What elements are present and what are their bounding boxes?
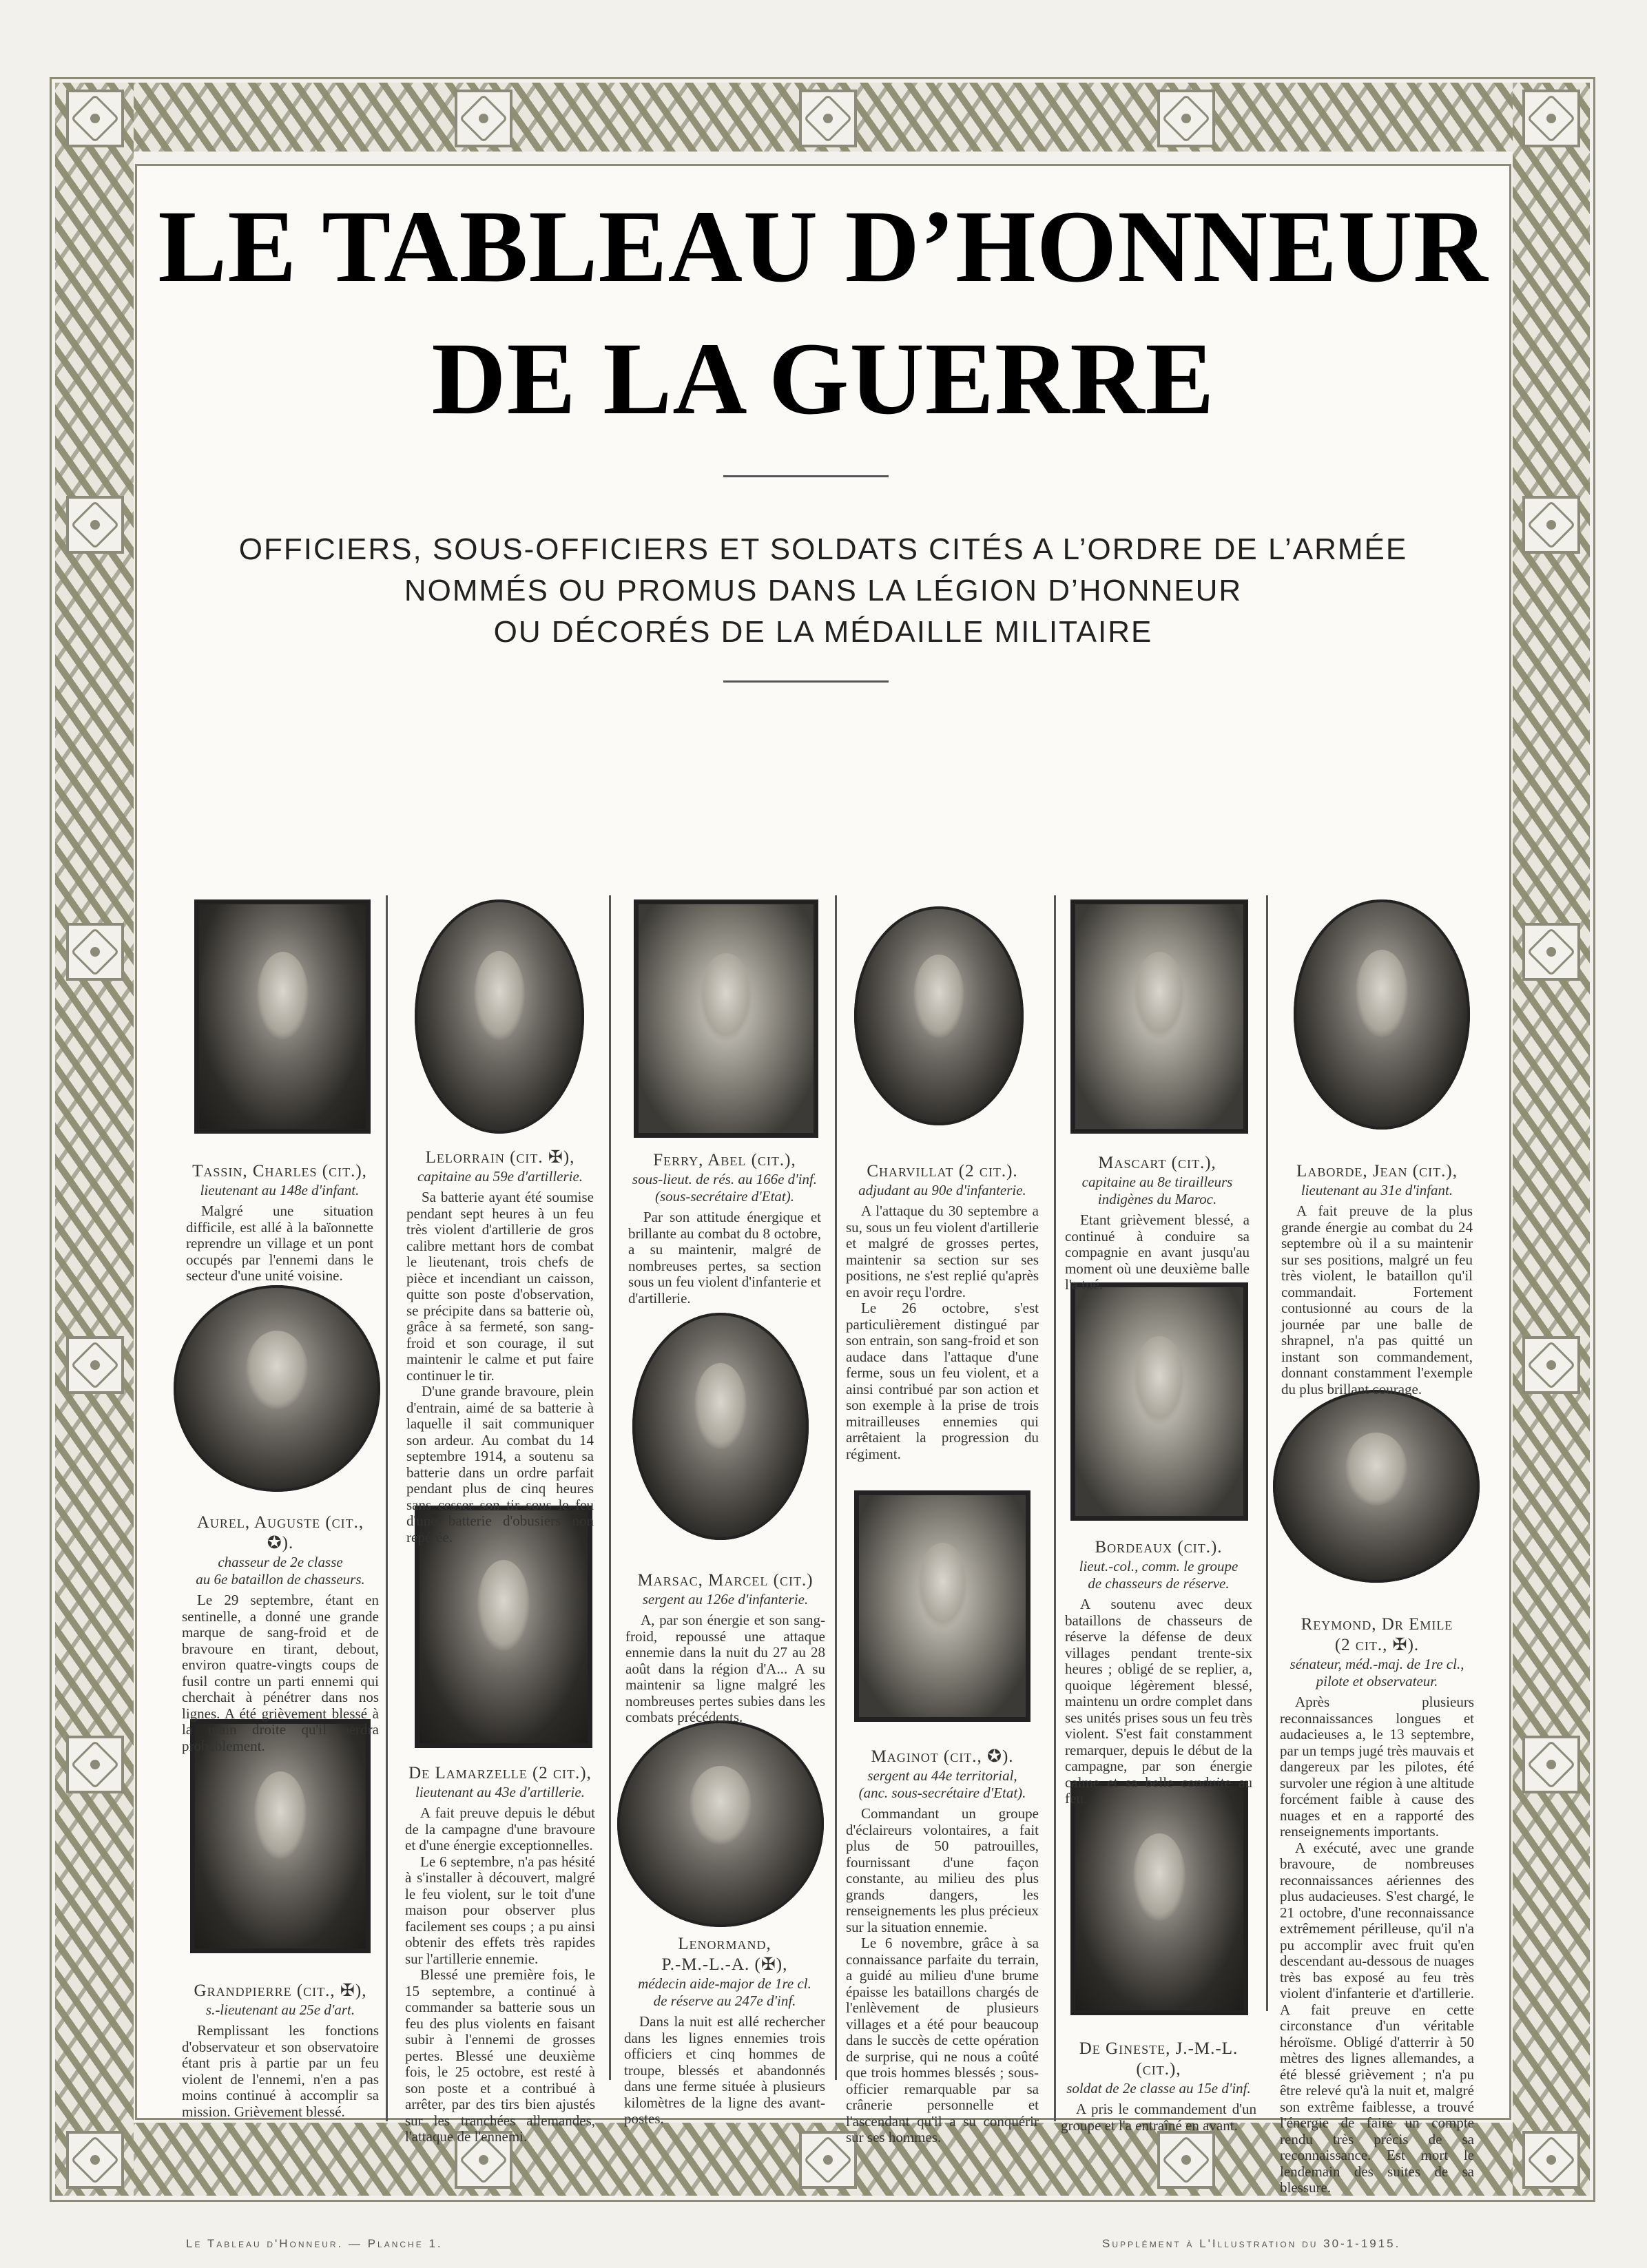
entry-paragraph: A soutenu avec deux bataillons de chasseurs de réserve la défense de deux villages pendant trente-six heures ; obligé de se replier, a, quoique légèrement blessé, maintenu un ordre complet dans ses unités prises sous un feu très violent. S'est fait constamment remarquer, depuis le début de la campagne, par son énergie calme et sa belle conduite au feu. xyxy=(1065,1596,1252,1807)
entry-paragraph: Malgré une situation difficile, est allé à la baïonnette reprendre un village et un pont occupés par l'ennemi dans le secteur d'une unité voisine. xyxy=(186,1203,373,1284)
citation-entry xyxy=(1280,1614,1474,2196)
entry-rank: sergent au 44e territorial, xyxy=(867,1767,1017,1784)
entry-text xyxy=(1061,2101,1256,2134)
rosette-icon xyxy=(1157,90,1215,147)
entry-text xyxy=(628,1209,821,1307)
entry-paragraph: Blessé une première fois, le 15 septembre, a continué à commander sa batterie sous un feu des plus violents en faisant subir à l'ennemi de grosses pertes. Blessé une deuxième fois, le 25 octobre, est resté à son poste et a contribué à arrêter, par des tirs bien ajustés sur les tranchées allemandes, l'attaque de l'ennemi. xyxy=(405,1966,595,2145)
citation-entry xyxy=(406,1147,594,1546)
citation-entry xyxy=(624,1934,825,2127)
entry-name: Grandpierre (cit., ✠), xyxy=(194,1981,367,2000)
page-title: LE TABLEAU D’HONNEUR xyxy=(158,189,1489,304)
rosette-icon xyxy=(1522,923,1580,981)
portrait-laborde xyxy=(1294,899,1470,1130)
entry-paragraph: Etant grièvement blessé, a continué à conduire sa compagnie en avant jusqu'au moment où une deuxième balle l'a tué. xyxy=(1065,1211,1250,1293)
divider xyxy=(723,680,889,683)
citation-entry xyxy=(846,1161,1039,1462)
entry-text xyxy=(406,1189,594,1546)
entry-name: Tassin, Charles (cit.), xyxy=(192,1162,367,1180)
entry-paragraph: Dans la nuit est allé rechercher dans les lignes ennemies trois officiers et cinq hommes de troupe, blessés et abandonnés dans une ferme située à plusieurs kilomètres de la ligne des avant-postes. xyxy=(624,2013,825,2127)
entry-paragraph: A, par son énergie et son sang-froid, repoussé une attaque ennemie dans la nuit du 27 au 28 août dans la région d'A... A su maintenir sa ligne malgré les nombreuses pertes subies dans les combats précédents. xyxy=(625,1612,825,1725)
entry-rank: de chasseurs de réserve. xyxy=(1088,1575,1230,1592)
entry-text xyxy=(182,2023,379,2120)
column-divider xyxy=(1266,895,1268,2011)
rosette-icon xyxy=(1522,90,1580,147)
subtitle-line: OFFICIERS, SOUS-OFFICIERS ET SOLDATS CITÉS A L’ORDRE DE L’ARMÉE xyxy=(238,532,1408,566)
entry-paragraph: A fait preuve de la plus grande énergie au combat du 24 septembre où il a su maintenir sur ses positions, malgré un feu très violent, le bataillon qu'il commandait. Fortement contusionné au cours de la journée par une balle de shrapnel, n'a pas quitté un instant son commandement, donnant constamment l'exemple du plus brillant courage. xyxy=(1281,1203,1473,1397)
entry-paragraph: Après plusieurs reconnaissances longues et audacieuses a, le 13 septembre, par un temps jugé très mauvais et dangereux par les pilotes, été survoler une région à une altitude forcément faible à cause des nuages et en a rapporté des renseignements importants. xyxy=(1280,1694,1474,1840)
entry-paragraph: Remplissant les fonctions d'observateur et son observatoire étant pris à partie par un feu violent de l'ennemi, n'en a pas moins continué à accomplir sa mission. Grièvement blessé. xyxy=(182,2022,379,2120)
entry-rank: pilote et observateur. xyxy=(1316,1673,1438,1689)
footer-plate-label: Le Tableau d'Honneur. — Planche 1. xyxy=(186,2237,443,2250)
entry-rank: soldat de 2e classe au 15e d'inf. xyxy=(1066,2080,1251,2097)
column-divider xyxy=(386,895,388,2121)
citation-entry xyxy=(1061,2039,1256,2134)
entry-text xyxy=(186,1203,373,1284)
entry-text xyxy=(182,1592,379,1754)
entry-paragraph: A exécuté, avec une grande bravoure, de nombreuses reconnaissances aériennes des plus audacieuses. S'est chargé, le 21 octobre, d'une reconnaissance extrêmement périlleuse, qu'il n'a pu accomplir avec fruit qu'en descendant au-dessous de nuages très bas exposé au feu très violent d'infanterie et d'artillerie. A fait preuve en cette circonstance d'un véritable héroïsme. Obligé d'atterrir à 50 mètres des lignes allemandes, a été blessé grièvement ; n'a pu être relevé qu'à la nuit et, malgré son extrême faiblesse, a trouvé l'énergie de faire un compte rendu très précis de sa reconnaissance. Est mort le lendemain des suites de sa blessure. xyxy=(1280,1839,1474,2196)
entry-text xyxy=(1281,1203,1473,1397)
entry-name: Bordeaux (cit.). xyxy=(1095,1538,1223,1557)
entry-paragraph: A l'attaque du 30 septembre a su, sous un feu violent d'artillerie et malgré de grosses pertes, maintenir sa section sur ses positions, ne s'est replié qu'après en avoir reçu l'ordre. xyxy=(846,1203,1039,1300)
entry-rank: capitaine au 8e tirailleurs xyxy=(1081,1174,1233,1190)
rosette-icon xyxy=(66,1336,124,1394)
portrait-charvillat xyxy=(854,906,1024,1125)
entry-paragraph: Le 29 septembre, étant en sentinelle, a donné une grande marque de sang-froid et de bravoure en tirant, debout, environ quatre-vingts coups de fusil contre un parti ennemi qui cherchait à pénétrer dans nos lignes. A été grièvement blessé à la main droite qu'il perdra probablement. xyxy=(182,1592,379,1754)
rosette-icon xyxy=(66,496,124,554)
entry-name: Charvillat (2 cit.). xyxy=(867,1162,1018,1180)
entry-text xyxy=(624,2014,825,2127)
citation-entry xyxy=(625,1570,825,1726)
portrait-aurel xyxy=(174,1285,380,1492)
portrait-lelorrain xyxy=(415,899,584,1134)
entry-name: Reymond, Dr Emile xyxy=(1301,1615,1453,1634)
entry-paragraph: Sa batterie ayant été soumise pendant sept heures à un feu très violent d'artillerie de gros calibre mettant hors de combat le lieutenant, trois chefs de pièce et incendiant un caisson, quitte son poste d'observation, se précipite dans sa batterie où, grâce à sa fermeté, son sang-froid et son courage, il sut maintenir le calme et put faire continuer le tir. xyxy=(406,1189,594,1384)
entry-rank: lieutenant au 31e d'infant. xyxy=(1301,1182,1453,1198)
entry-rank: lieutenant au 148e d'infant. xyxy=(200,1182,360,1198)
entry-text xyxy=(405,1805,595,2145)
rosette-icon xyxy=(66,2131,124,2189)
entry-paragraph: Le 26 octobre, s'est particulièrement distingué par son entrain, son sang-froid et son audace dans l'attaque d'une ferme, sous un feu violent, et a ainsi contribué par son action et son exemple à la prise de trois mitrailleuses ennemies qui arrêtaient la progression du régiment. xyxy=(846,1300,1039,1462)
entry-text xyxy=(1065,1212,1250,1293)
citation-entry xyxy=(628,1150,821,1307)
entry-rank: de réserve au 247e d'inf. xyxy=(653,1993,796,2009)
entry-text xyxy=(846,1203,1039,1462)
rosette-icon xyxy=(66,90,124,147)
column-divider xyxy=(609,895,611,2080)
portrait-mascart xyxy=(1070,899,1248,1134)
entry-paragraph: A pris le commandement d'un groupe et l'a entraîné en avant. xyxy=(1061,2101,1256,2134)
laurel-border-left xyxy=(55,83,134,2196)
entry-paragraph: D'une grande bravoure, plein d'entrain, aimé de sa batterie à laquelle il sait communiquer son ardeur. Au combat du 14 septembre 1914, a soutenu sa batterie dans un ordre parfait pendant plus de cinq heures sans cesser son tir sous le feu d'une batterie d'obusiers non repérée. xyxy=(406,1383,594,1546)
citation-entry xyxy=(186,1161,373,1284)
rosette-icon xyxy=(1522,1336,1580,1394)
entry-rank: (anc. sous-secrétaire d'Etat). xyxy=(858,1785,1026,1801)
entry-name: Lelorrain (cit. ✠), xyxy=(425,1148,575,1167)
citation-entry xyxy=(405,1763,595,2145)
entry-text xyxy=(846,1806,1039,2146)
entry-name: Maginot (cit., ✪). xyxy=(871,1747,1014,1766)
portrait-de-gineste xyxy=(1070,1781,1248,2015)
rosette-icon xyxy=(455,90,512,147)
entry-name: De Lamarzelle (2 cit.), xyxy=(408,1764,592,1782)
portrait-reymond xyxy=(1273,1390,1480,1583)
portrait-marsac xyxy=(632,1313,809,1540)
rosette-icon xyxy=(1522,496,1580,554)
rosette-icon xyxy=(1522,2131,1580,2189)
entry-name: Mascart (cit.), xyxy=(1098,1154,1216,1172)
citation-entry xyxy=(1065,1537,1252,1807)
portrait-bordeaux xyxy=(1070,1282,1248,1521)
laurel-border-right xyxy=(1513,83,1590,2196)
citation-entry xyxy=(182,1981,379,2120)
citation-entry xyxy=(182,1512,379,1754)
page-title-line2: DE LA GUERRE xyxy=(431,322,1215,436)
entry-rank: sous-lieut. de rés. au 166e d'inf. xyxy=(632,1171,818,1187)
rosette-icon xyxy=(799,90,857,147)
column-divider xyxy=(1054,895,1056,2121)
entry-paragraph: Par son attitude énergique et brillante au combat du 8 octobre, a su maintenir, malgré de nombreuses pertes, sa section sous un feu violent d'infanterie et d'artillerie. xyxy=(628,1209,821,1307)
entry-name: Lenormand, xyxy=(678,1935,771,1953)
entry-name-cont: P.-M.-L.-A. (✠), xyxy=(661,1955,788,1974)
entry-name: Marsac, Marcel (cit.) xyxy=(637,1571,814,1590)
column-divider xyxy=(835,895,837,2080)
entry-rank: au 6e bataillon de chasseurs. xyxy=(196,1571,365,1588)
entry-name: De Gineste, J.-M.-L. (cit.), xyxy=(1079,2039,1239,2079)
entry-text xyxy=(1065,1596,1252,1807)
rosette-icon xyxy=(66,1736,124,1793)
subtitle-line: NOMMÉS OU PROMUS DANS LA LÉGION D’HONNEUR xyxy=(404,574,1243,607)
portrait-lenormand xyxy=(617,1720,824,1927)
entry-rank: (sous-secrétaire d'Etat). xyxy=(654,1188,794,1205)
entry-name: Ferry, Abel (cit.), xyxy=(653,1151,796,1169)
entry-paragraph: Le 6 novembre, grâce à sa connaissance parfaite du terrain, a guidé au milieu d'une brume épaisse les bataillons chargés de l'enlèvement de plusieurs villages et a été pour beaucoup dans le succès de cette opération de surprise, qui ne nous a coûté que trois hommes blessés ; sous-officier remarquable par sa crânerie personnelle et l'ascendant qu'il a su conquérir sur ses hommes. xyxy=(846,1935,1039,2145)
entry-rank: lieutenant au 43e d'artillerie. xyxy=(415,1784,585,1800)
divider xyxy=(723,475,889,477)
portrait-ferry xyxy=(634,899,818,1138)
citation-entry xyxy=(1281,1161,1473,1397)
portrait-tassin xyxy=(194,899,371,1134)
entry-name: Laborde, Jean (cit.), xyxy=(1296,1162,1458,1180)
footer-supplement-label: Supplément à L'Illustration du 30-1-1915. xyxy=(1102,2237,1401,2250)
entry-rank: adjudant au 90e d'infanterie. xyxy=(858,1182,1026,1198)
portrait-grandpierre xyxy=(190,1719,371,1953)
subtitle-line: OU DÉCORÉS DE LA MÉDAILLE MILITAIRE xyxy=(493,615,1153,649)
entry-rank: sergent au 126e d'infanterie. xyxy=(642,1591,809,1608)
rosette-icon xyxy=(1157,2131,1215,2189)
citation-entry xyxy=(846,1747,1039,2146)
entry-text xyxy=(1280,1694,1474,2196)
citation-entry xyxy=(1065,1153,1250,1293)
entry-name: Aurel, Auguste (cit., ✪). xyxy=(196,1513,364,1552)
entry-rank: indigènes du Maroc. xyxy=(1097,1191,1217,1207)
entry-paragraph: Commandant un groupe d'éclaireurs volontaires, a fait plus de 50 patrouilles, fournissant d'une façon constante, au milieu des plus grands dangers, les renseignements les plus précieux sur la situation ennemie. xyxy=(846,1805,1039,1935)
entry-paragraph: A fait preuve depuis le début de la campagne d'une bravoure et d'une énergie exceptionnelles. xyxy=(405,1804,595,1853)
entry-rank: médecin aide-major de 1re cl. xyxy=(638,1975,811,1992)
entry-paragraph: Le 6 septembre, n'a pas hésité à s'installer à découvert, malgré le feu violent, sur le toit d'une maison pour observer plus facilement ses coups ; a pu ainsi obtenir des effets très rapides sur l'artillerie ennemie. xyxy=(405,1853,595,1967)
entry-rank: lieut.-col., comm. le groupe xyxy=(1079,1558,1239,1574)
entry-rank: sénateur, méd.-maj. de 1re cl., xyxy=(1289,1656,1464,1672)
entry-text xyxy=(625,1612,825,1726)
portrait-maginot xyxy=(854,1490,1030,1722)
rosette-icon xyxy=(1522,1736,1580,1793)
entry-rank: capitaine au 59e d'artillerie. xyxy=(417,1168,583,1185)
entry-name-cont: (2 cit., ✠). xyxy=(1334,1636,1420,1654)
entry-rank: s.-lieutenant au 25e d'art. xyxy=(205,2001,355,2018)
entry-rank: chasseur de 2e classe xyxy=(218,1554,343,1570)
rosette-icon xyxy=(66,923,124,981)
